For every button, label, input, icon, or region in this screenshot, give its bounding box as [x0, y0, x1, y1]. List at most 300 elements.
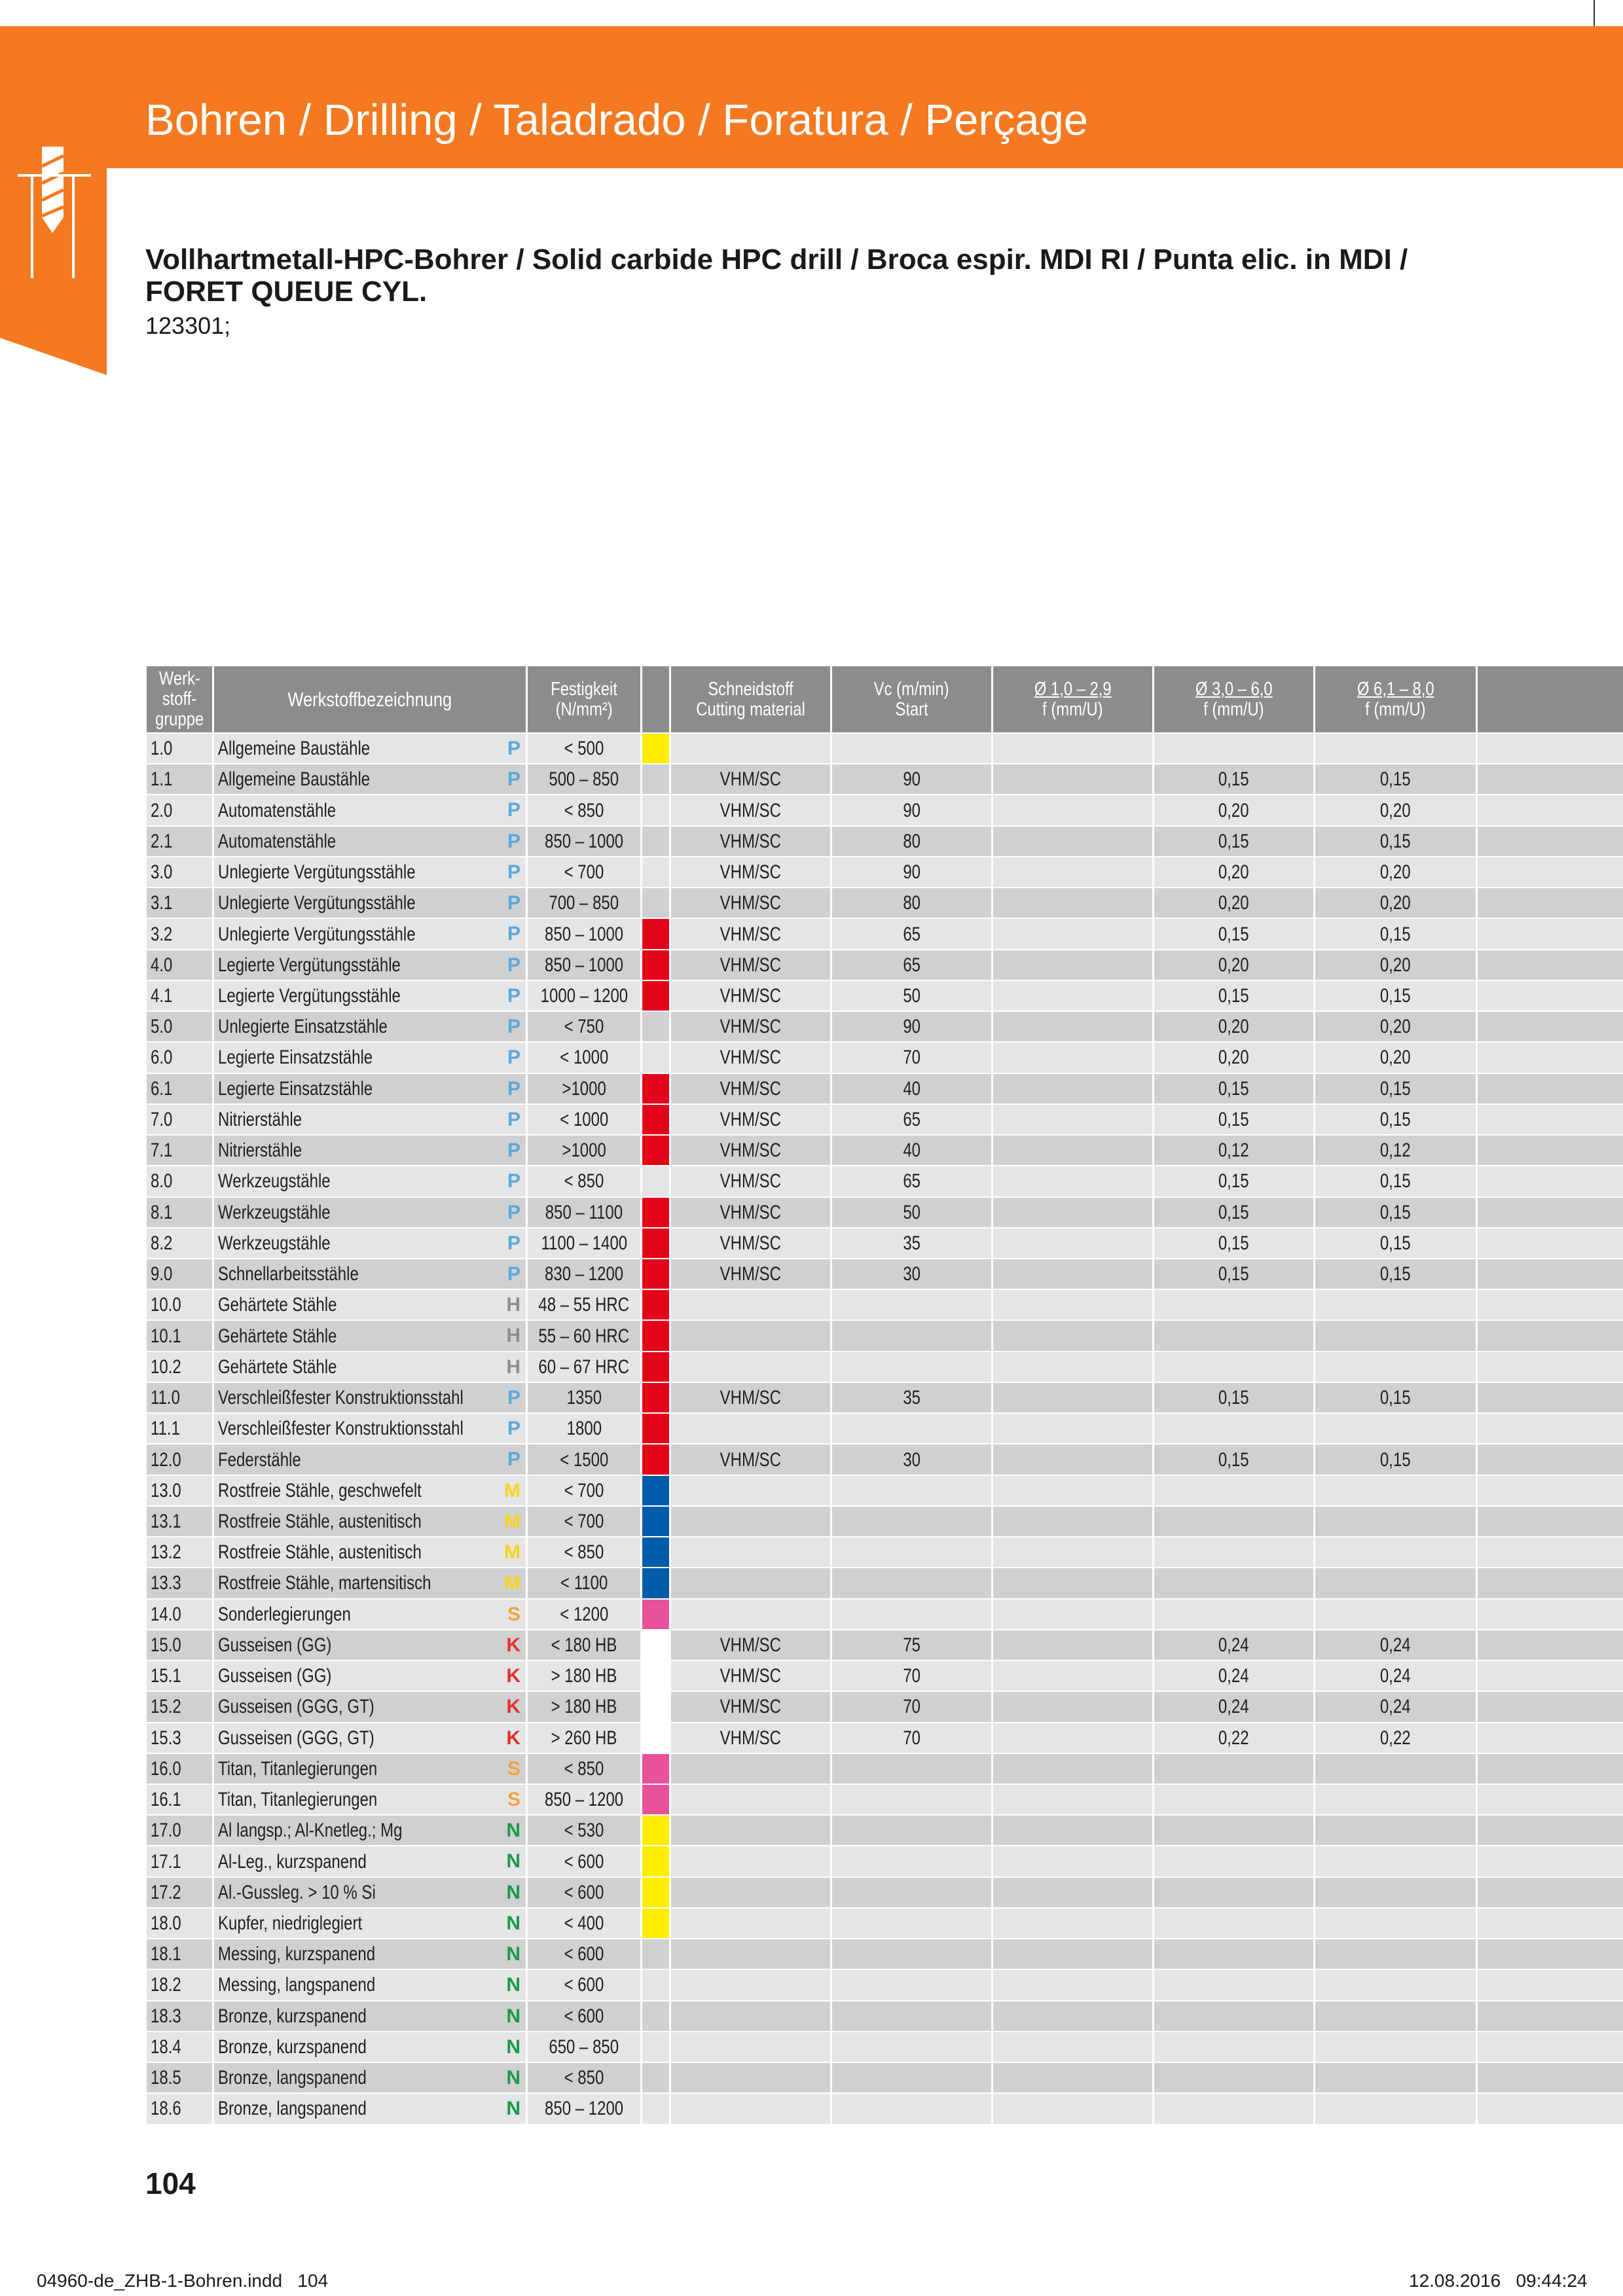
- cell-blank: [1478, 1692, 1623, 1721]
- cell-group-text: 16.1: [151, 1789, 181, 1811]
- cell-blank: [1478, 1846, 1623, 1876]
- cell-blank: [1478, 734, 1623, 763]
- header-material-name: [214, 666, 526, 732]
- cell-material: [214, 1692, 526, 1721]
- cell-strength: [528, 1970, 640, 2000]
- cell-cutting-material: [671, 1074, 830, 1103]
- cell-feed-d3: [1315, 1723, 1476, 1753]
- iso-group-letter: P: [507, 830, 520, 852]
- cell-strength-text: < 700: [564, 861, 604, 884]
- cell-material-text: Allgemeine Baustähle: [218, 738, 371, 760]
- cell-vc: [832, 1785, 991, 1814]
- cell-feed-d3: [1315, 1661, 1476, 1691]
- cell-group: [147, 1383, 212, 1412]
- cell-strength-text: < 600: [564, 1974, 604, 1996]
- cell-cutting-material-text: VHM/SC: [720, 1634, 782, 1656]
- iso-group-letter: N: [506, 2067, 520, 2089]
- cell-feed-d2: [1154, 1290, 1313, 1319]
- cell-material: [214, 1970, 526, 2000]
- cell-vc: [832, 1537, 991, 1567]
- cell-cutting-material: [671, 1476, 830, 1505]
- cell-strength-text: < 600: [564, 1943, 604, 1965]
- cell-feed-d2-text: 0,15: [1218, 1201, 1249, 1223]
- cell-blank: [1478, 1754, 1623, 1784]
- cell-strength-text: > 180 HB: [551, 1665, 617, 1687]
- cell-group-text: 18.2: [151, 1974, 181, 1996]
- header-cutting-material: [671, 666, 830, 732]
- cell-strength: [528, 1754, 640, 1784]
- cell-feed-d2: [1154, 1074, 1313, 1103]
- cell-vc-text: 70: [903, 1047, 921, 1069]
- cell-vc: [832, 1878, 991, 1907]
- iso-group-letter: N: [506, 1974, 520, 1996]
- cell-feed-d3-text: 0,20: [1380, 1047, 1411, 1069]
- cell-cutting-material: [671, 1970, 830, 2000]
- cell-group: [147, 1043, 212, 1072]
- cell-material: [214, 1259, 526, 1289]
- color-swatch: [642, 1630, 669, 1660]
- cell-blank: [1478, 1661, 1623, 1691]
- cell-feed-d2-text: 0,12: [1218, 1139, 1249, 1162]
- cell-cutting-material: [671, 1414, 830, 1443]
- header-material-group: [147, 666, 212, 732]
- header-strength: [528, 666, 640, 732]
- cell-feed-d2: [1154, 1321, 1313, 1350]
- cell-feed-d3-text: 0,15: [1380, 1108, 1411, 1130]
- cell-vc-text: 80: [903, 830, 921, 852]
- cell-vc-text: 50: [903, 984, 921, 1007]
- iso-group-letter: P: [507, 1077, 520, 1100]
- cell-group: [147, 1012, 212, 1041]
- iso-group-letter: S: [507, 1757, 520, 1780]
- iso-group-letter: P: [507, 738, 520, 759]
- header-blank: [1478, 666, 1623, 732]
- cell-group-text: 12.0: [151, 1448, 181, 1471]
- cell-group: [147, 1785, 212, 1814]
- iso-group-letter: P: [507, 1418, 520, 1440]
- cell-vc: [832, 1136, 991, 1165]
- cell-blank: [1478, 950, 1623, 980]
- cell-feed-d3: [1315, 1846, 1476, 1876]
- iso-group-letter: P: [507, 923, 520, 945]
- cell-material-text: Legierte Vergütungsstähle: [218, 984, 401, 1007]
- cell-feed-d3: [1315, 1352, 1476, 1382]
- cell-cutting-material: [671, 1661, 830, 1691]
- color-swatch: [642, 1414, 669, 1443]
- cutting-data-table: [147, 666, 1623, 2125]
- cell-group-text: 5.0: [151, 1016, 173, 1038]
- cell-material: [214, 950, 526, 980]
- cell-strength: [528, 1785, 640, 1814]
- cell-feed-d1: [993, 888, 1152, 918]
- color-swatch: [642, 734, 669, 763]
- cell-group-text: 9.0: [151, 1263, 173, 1285]
- cell-feed-d3: [1315, 1692, 1476, 1721]
- color-swatch: [642, 2001, 669, 2031]
- cell-vc: [832, 857, 991, 887]
- cell-strength: [528, 1661, 640, 1691]
- cell-feed-d2-text: 0,24: [1218, 1696, 1249, 1718]
- cell-material-text: Gusseisen (GGG, GT): [218, 1727, 374, 1749]
- cell-material-text: Legierte Einsatzstähle: [218, 1077, 373, 1100]
- cell-cutting-material: [671, 1878, 830, 1907]
- cell-group-text: 1.0: [151, 738, 173, 760]
- table-row: [147, 1105, 1623, 1134]
- cell-cutting-material: [671, 1692, 830, 1721]
- cell-material: [214, 1321, 526, 1350]
- cell-vc: [832, 827, 991, 856]
- cell-strength: [528, 795, 640, 825]
- cell-material-text: Automatenstähle: [218, 799, 337, 821]
- cell-material-text: Gehärtete Stähle: [218, 1325, 337, 1347]
- iso-group-letter: P: [507, 768, 520, 791]
- cell-vc: [832, 1198, 991, 1227]
- cell-group-text: 15.0: [151, 1634, 181, 1656]
- cell-feed-d3: [1315, 857, 1476, 887]
- cell-material-text: Bronze, langspanend: [218, 2098, 367, 2120]
- cell-material: [214, 1290, 526, 1319]
- cell-feed-d3: [1315, 1878, 1476, 1907]
- cell-feed-d2: [1154, 919, 1313, 948]
- cell-strength-text: 850 – 1000: [544, 830, 624, 852]
- iso-group-letter: P: [507, 1201, 520, 1223]
- cell-feed-d3: [1315, 1290, 1476, 1319]
- cell-group: [147, 1229, 212, 1258]
- iso-group-letter: N: [506, 1943, 520, 1965]
- cell-material: [214, 1816, 526, 1845]
- color-swatch: [642, 1723, 669, 1753]
- cell-feed-d2: [1154, 1383, 1313, 1412]
- header-feed-d1: [993, 666, 1152, 732]
- cell-blank: [1478, 1321, 1623, 1350]
- cell-strength: [528, 1939, 640, 1969]
- cell-blank: [1478, 1012, 1623, 1041]
- iso-group-letter: M: [504, 1541, 520, 1564]
- cell-vc: [832, 1939, 991, 1969]
- cell-group: [147, 1661, 212, 1691]
- cell-vc-text: 30: [903, 1448, 921, 1471]
- table-row: [147, 1414, 1623, 1443]
- table-row: [147, 919, 1623, 948]
- cell-vc-text: 90: [903, 861, 921, 884]
- cell-vc: [832, 1661, 991, 1691]
- cell-material: [214, 981, 526, 1011]
- cell-group: [147, 1321, 212, 1350]
- cell-material-text: Titan, Titanlegierungen: [218, 1789, 378, 1811]
- cell-group-text: 18.4: [151, 2036, 181, 2058]
- cell-feed-d1: [993, 827, 1152, 856]
- cell-feed-d2-text: 0,20: [1218, 1047, 1249, 1069]
- header-swatch: [642, 666, 669, 732]
- cell-feed-d1: [993, 1136, 1152, 1165]
- cell-material: [214, 1444, 526, 1474]
- cell-feed-d1: [993, 1754, 1152, 1784]
- cell-feed-d3: [1315, 1939, 1476, 1969]
- cell-blank: [1478, 1414, 1623, 1443]
- cell-group: [147, 1723, 212, 1753]
- cell-feed-d2: [1154, 2063, 1313, 2092]
- cell-material: [214, 1568, 526, 1598]
- cell-group-text: 17.2: [151, 1881, 181, 1903]
- cell-feed-d1: [993, 1507, 1152, 1536]
- cell-vc-text: 90: [903, 1016, 921, 1038]
- cell-feed-d3: [1315, 1074, 1476, 1103]
- cell-strength-text: 60 – 67 HRC: [538, 1355, 630, 1378]
- cell-group-text: 6.0: [151, 1047, 173, 1069]
- cell-group: [147, 1600, 212, 1629]
- cell-blank: [1478, 795, 1623, 825]
- cell-material: [214, 1909, 526, 1938]
- cell-feed-d2-text: 0,15: [1218, 1387, 1249, 1409]
- color-swatch: [642, 1321, 669, 1350]
- cell-cutting-material-text: VHM/SC: [720, 1448, 782, 1471]
- cell-strength-text: < 750: [564, 1016, 604, 1038]
- cell-vc: [832, 1105, 991, 1134]
- cell-strength: [528, 827, 640, 856]
- cell-group-text: 18.0: [151, 1912, 181, 1935]
- cell-vc-text: 30: [903, 1263, 921, 1285]
- cell-blank: [1478, 1043, 1623, 1072]
- cell-material: [214, 1785, 526, 1814]
- table-row: [147, 1816, 1623, 1845]
- cell-material: [214, 2063, 526, 2092]
- cell-material: [214, 1878, 526, 1907]
- iso-group-letter: P: [507, 954, 520, 976]
- cell-material-text: Gehärtete Stähle: [218, 1294, 337, 1316]
- cell-cutting-material: [671, 1229, 830, 1258]
- cell-cutting-material-text: VHM/SC: [720, 1077, 782, 1100]
- color-swatch: [642, 1166, 669, 1196]
- cell-material-text: Al langsp.; Al-Knetleg.; Mg: [218, 1820, 403, 1842]
- cell-blank: [1478, 1074, 1623, 1103]
- cell-feed-d2-text: 0,20: [1218, 861, 1249, 884]
- cell-group-text: 11.1: [151, 1418, 180, 1440]
- cell-strength: [528, 1105, 640, 1134]
- cell-strength: [528, 2063, 640, 2092]
- cell-cutting-material-text: VHM/SC: [720, 954, 782, 976]
- table-row: [147, 2032, 1623, 2062]
- cell-cutting-material-text: VHM/SC: [720, 768, 782, 791]
- cell-group: [147, 1198, 212, 1227]
- cell-feed-d1: [993, 2001, 1152, 2031]
- cell-group-text: 15.2: [151, 1696, 181, 1718]
- cell-feed-d3-text: 0,12: [1380, 1139, 1411, 1162]
- cell-material-text: Verschleißfester Konstruktionsstahl: [218, 1418, 464, 1440]
- cell-strength: [528, 1136, 640, 1165]
- color-swatch: [642, 888, 669, 918]
- cell-cutting-material-text: VHM/SC: [720, 799, 782, 821]
- cell-strength: [528, 1383, 640, 1412]
- cell-feed-d2: [1154, 1444, 1313, 1474]
- cell-vc: [832, 1568, 991, 1598]
- cell-cutting-material-text: VHM/SC: [720, 1170, 782, 1193]
- cell-vc: [832, 1846, 991, 1876]
- cell-blank: [1478, 1383, 1623, 1412]
- cell-feed-d3: [1315, 1198, 1476, 1227]
- cell-blank: [1478, 1816, 1623, 1845]
- table-row: [147, 734, 1623, 763]
- cell-strength-text: 850 – 1100: [545, 1201, 623, 1223]
- cell-blank: [1478, 2001, 1623, 2031]
- cell-feed-d3: [1315, 1507, 1476, 1536]
- cell-material-text: Gusseisen (GG): [218, 1665, 332, 1687]
- color-swatch: [642, 1136, 669, 1165]
- cell-material-text: Werkzeugstähle: [218, 1170, 331, 1193]
- iso-group-letter: P: [507, 1263, 520, 1285]
- cell-blank: [1478, 1229, 1623, 1258]
- cell-vc-text: 65: [903, 923, 921, 945]
- cell-blank: [1478, 1939, 1623, 1969]
- color-swatch: [642, 764, 669, 794]
- cell-vc: [832, 734, 991, 763]
- header-label: Ø 3,0 – 6,0: [1195, 678, 1273, 700]
- cell-blank: [1478, 1537, 1623, 1567]
- cell-vc: [832, 1723, 991, 1753]
- cell-material-text: Titan, Titanlegierungen: [218, 1757, 378, 1780]
- cell-strength: [528, 1723, 640, 1753]
- cell-feed-d3: [1315, 827, 1476, 856]
- cell-blank: [1478, 1136, 1623, 1165]
- cell-cutting-material: [671, 1785, 830, 1814]
- cell-feed-d3: [1315, 1136, 1476, 1165]
- cell-feed-d2: [1154, 2001, 1313, 2031]
- table-row: [147, 1136, 1623, 1165]
- iso-group-letter: K: [506, 1696, 520, 1718]
- cell-feed-d2: [1154, 1012, 1313, 1041]
- cell-feed-d2-text: 0,24: [1218, 1665, 1249, 1687]
- cell-group-text: 3.1: [151, 892, 173, 914]
- cell-vc: [832, 1414, 991, 1443]
- table-row: [147, 1846, 1623, 1876]
- table-row: [147, 1692, 1623, 1721]
- cell-vc: [832, 1321, 991, 1350]
- cell-blank: [1478, 1198, 1623, 1227]
- cell-feed-d3: [1315, 1229, 1476, 1258]
- cell-material: [214, 1043, 526, 1072]
- cell-feed-d3: [1315, 1754, 1476, 1784]
- cell-cutting-material: [671, 1846, 830, 1876]
- cell-feed-d3-text: 0,15: [1380, 1232, 1411, 1254]
- cell-feed-d2-text: 0,20: [1218, 954, 1249, 976]
- cell-material-text: Al-Leg., kurzspanend: [218, 1850, 367, 1873]
- iso-group-letter: P: [507, 1047, 520, 1069]
- header-label: Vc (m/min): [874, 678, 949, 700]
- iso-group-letter: P: [507, 1386, 520, 1408]
- cell-feed-d3: [1315, 1816, 1476, 1845]
- cell-strength: [528, 1816, 640, 1845]
- cell-feed-d1: [993, 1166, 1152, 1196]
- cell-group-text: 13.0: [151, 1479, 181, 1501]
- cell-feed-d2-text: 0,15: [1218, 984, 1249, 1007]
- color-swatch: [642, 1444, 669, 1474]
- color-swatch: [642, 795, 669, 825]
- cell-feed-d1: [993, 1476, 1152, 1505]
- cell-strength-text: < 700: [564, 1510, 604, 1532]
- iso-group-letter: S: [507, 1603, 520, 1625]
- cell-feed-d3-text: 0,20: [1380, 799, 1411, 821]
- cell-material: [214, 1198, 526, 1227]
- cell-feed-d2-text: 0,24: [1218, 1634, 1249, 1656]
- cell-feed-d3-text: 0,20: [1380, 861, 1411, 884]
- cell-group: [147, 1878, 212, 1907]
- cell-feed-d2: [1154, 1043, 1313, 1072]
- cell-feed-d1: [993, 1970, 1152, 2000]
- table-row: [147, 1259, 1623, 1289]
- cell-feed-d1: [993, 1414, 1152, 1443]
- cell-vc-text: 50: [903, 1201, 921, 1223]
- cell-group-text: 17.0: [151, 1820, 181, 1842]
- cell-strength: [528, 981, 640, 1011]
- cell-material-text: Unlegierte Einsatzstähle: [218, 1016, 388, 1038]
- cell-feed-d1: [993, 764, 1152, 794]
- cell-feed-d3: [1315, 1476, 1476, 1505]
- color-swatch: [642, 1754, 669, 1784]
- cell-material: [214, 1074, 526, 1103]
- cell-cutting-material: [671, 1043, 830, 1072]
- cell-vc: [832, 1259, 991, 1289]
- cell-blank: [1478, 1909, 1623, 1938]
- cell-feed-d1: [993, 795, 1152, 825]
- cell-feed-d3: [1315, 1414, 1476, 1443]
- cell-strength-text: < 530: [564, 1820, 604, 1842]
- cell-cutting-material: [671, 1630, 830, 1660]
- iso-group-letter: P: [507, 984, 520, 1007]
- cell-group: [147, 1846, 212, 1876]
- cell-feed-d3-text: 0,20: [1380, 954, 1411, 976]
- cell-feed-d3-text: 0,22: [1380, 1727, 1411, 1749]
- cell-strength-text: < 1200: [559, 1603, 609, 1625]
- cell-blank: [1478, 1166, 1623, 1196]
- cell-blank: [1478, 2063, 1623, 2092]
- cell-feed-d2: [1154, 1568, 1313, 1598]
- cell-vc: [832, 2001, 991, 2031]
- cell-group-text: 18.5: [151, 2067, 181, 2089]
- iso-group-letter: H: [506, 1294, 520, 1316]
- cell-strength-text: < 500: [564, 738, 604, 760]
- cell-feed-d1: [993, 1043, 1152, 1072]
- cell-blank: [1478, 764, 1623, 794]
- cell-feed-d2-text: 0,20: [1218, 892, 1249, 914]
- cell-material: [214, 1414, 526, 1443]
- cell-feed-d2: [1154, 2094, 1313, 2123]
- color-swatch: [642, 1537, 669, 1567]
- cell-feed-d2: [1154, 1507, 1313, 1536]
- cell-group-text: 18.1: [151, 1943, 181, 1965]
- cell-feed-d2: [1154, 1785, 1313, 1814]
- cell-feed-d3-text: 0,15: [1380, 830, 1411, 852]
- cell-cutting-material: [671, 1816, 830, 1845]
- cell-feed-d2: [1154, 1723, 1313, 1753]
- table-row: [147, 1600, 1623, 1629]
- cell-feed-d2-text: 0,15: [1218, 923, 1249, 945]
- cell-vc: [832, 1444, 991, 1474]
- cell-vc: [832, 1476, 991, 1505]
- cell-cutting-material: [671, 2001, 830, 2031]
- cell-strength: [528, 857, 640, 887]
- cell-feed-d3-text: 0,20: [1380, 892, 1411, 914]
- table-row: [147, 1754, 1623, 1784]
- cell-feed-d2-text: 0,15: [1218, 1232, 1249, 1254]
- cell-group-text: 4.0: [151, 954, 173, 976]
- cell-material: [214, 827, 526, 856]
- cell-group-text: 1.1: [151, 768, 173, 791]
- table-row: [147, 1723, 1623, 1753]
- table-row: [147, 981, 1623, 1011]
- cell-material-text: Rostfreie Stähle, martensitisch: [218, 1572, 431, 1594]
- iso-group-letter: M: [504, 1572, 520, 1594]
- cell-feed-d2: [1154, 1414, 1313, 1443]
- cell-feed-d1: [993, 857, 1152, 887]
